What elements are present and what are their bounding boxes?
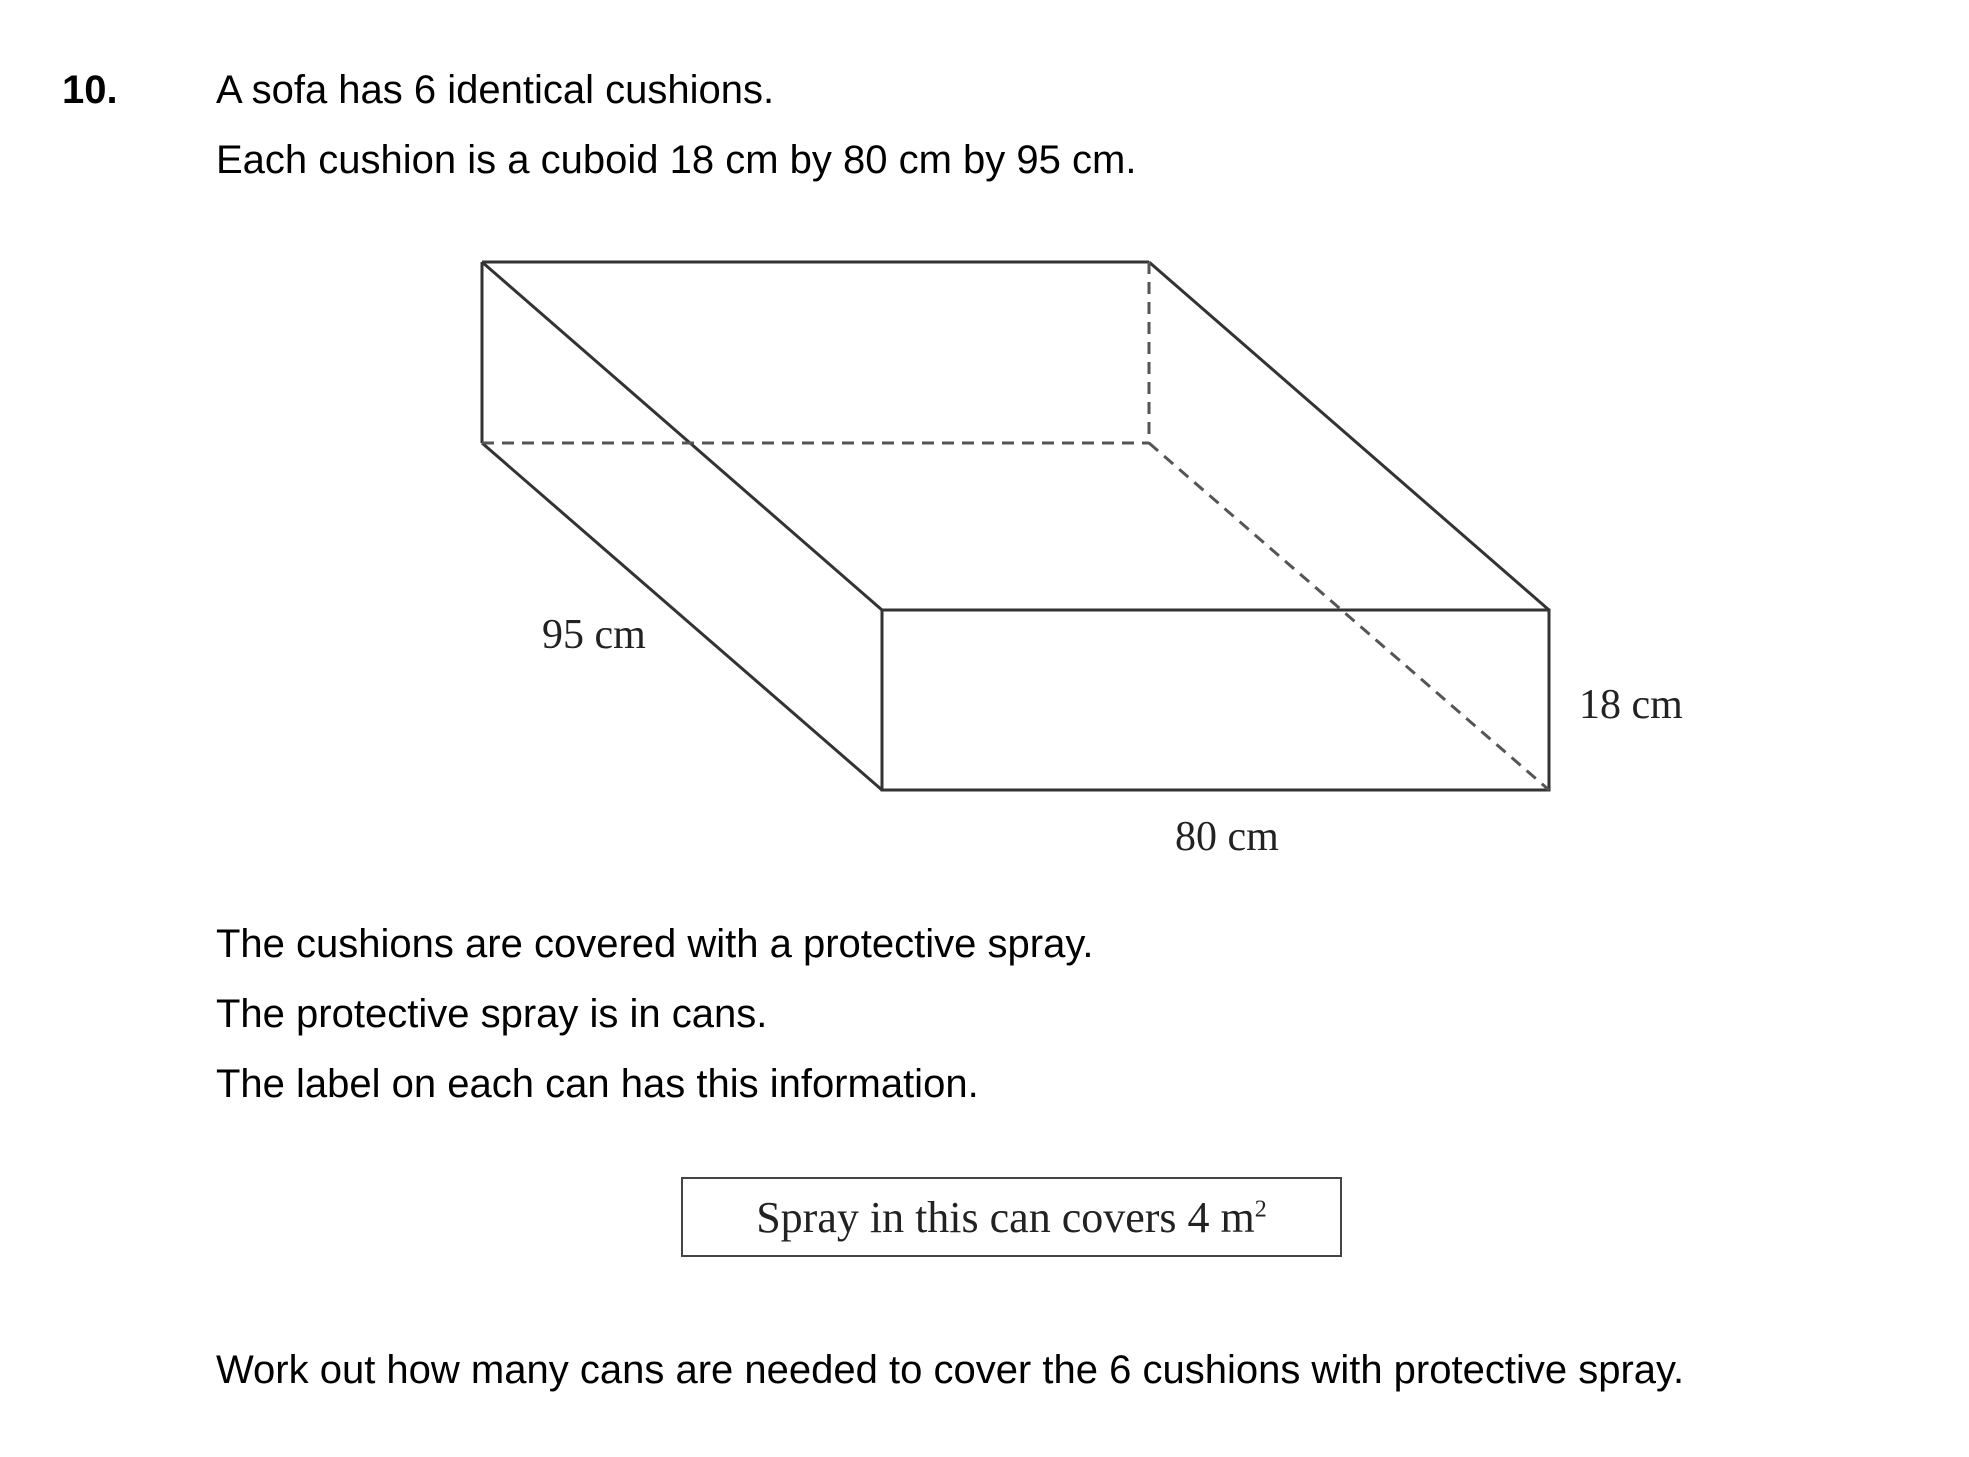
hidden-edge-bottom-right	[1149, 443, 1549, 790]
body-line-2: The protective spray is in cans.	[216, 992, 768, 1036]
body-line-1: The cushions are covered with a protective spray.	[216, 922, 1094, 966]
intro-line-2: Each cushion is a cuboid 18 cm by 80 cm by 95 cm.	[216, 138, 1137, 182]
task-line: Work out how many cans are needed to cover the 6 cushions with protective spray.	[216, 1348, 1685, 1392]
label-80cm: 80 cm	[1175, 814, 1279, 860]
can-label-superscript: 2	[1254, 1195, 1267, 1222]
edge-top-left	[482, 262, 882, 610]
edge-top-right	[1149, 262, 1549, 610]
body-line-3: The label on each can has this information.	[216, 1062, 979, 1106]
can-label-text	[756, 1192, 1267, 1243]
front-face	[882, 610, 1549, 790]
can-label-box	[681, 1177, 1342, 1257]
can-label-main: Spray in this can covers 4 m	[756, 1192, 1255, 1242]
label-95cm: 95 cm	[542, 612, 646, 658]
intro-line-1: A sofa has 6 identical cushions.	[216, 68, 775, 112]
question-number: 10.	[62, 68, 118, 112]
label-18cm: 18 cm	[1579, 682, 1683, 728]
